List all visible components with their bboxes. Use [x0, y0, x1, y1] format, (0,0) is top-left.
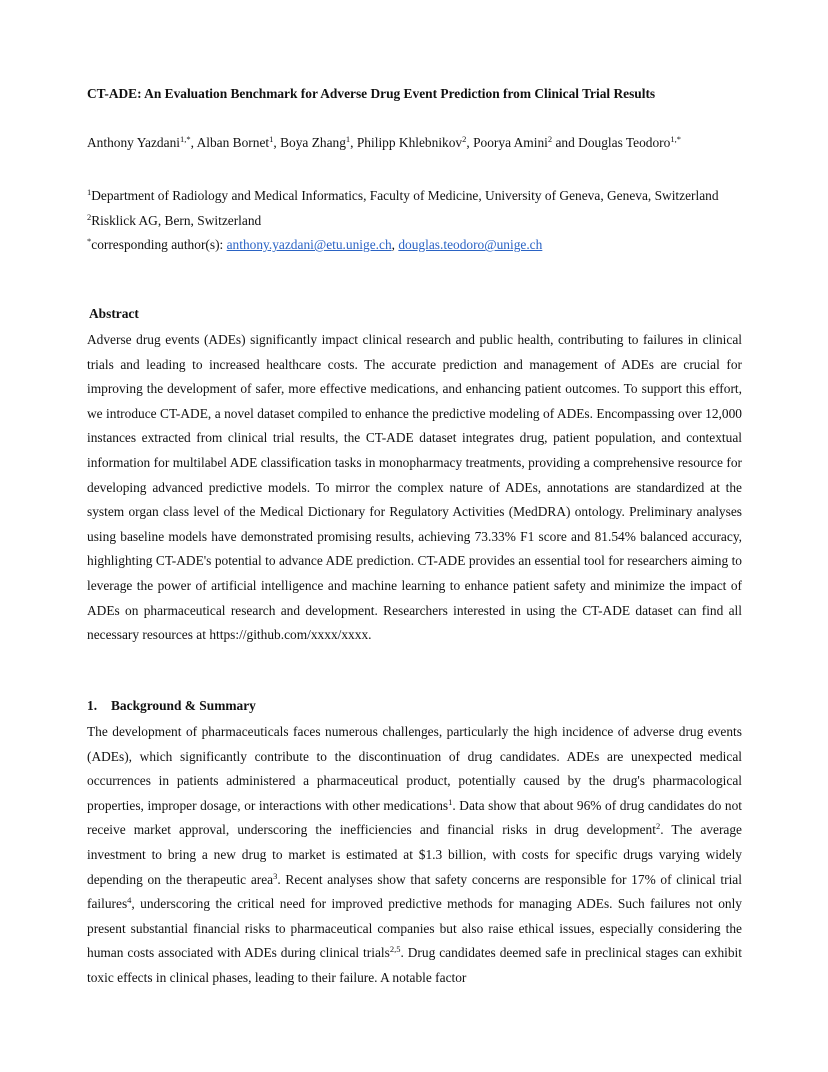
- affiliations: [87, 184, 742, 258]
- abstract-heading: Abstract: [89, 306, 139, 321]
- section-body: [87, 720, 742, 990]
- corresponding-authors: *corresponding author(s): anthony.yazdani@etu.unige.ch, douglas.teodoro@unige.ch: [87, 236, 543, 253]
- author: Alban Bornet$^1$,: [196, 134, 281, 150]
- affiliation-1: $^1$Department of Radiology and Medical Informatics, Faculty of Medicine, University of Geneva, Geneva, Switzerland: [87, 187, 719, 203]
- section-number: 1.: [87, 698, 98, 713]
- paper-title: CT-ADE: An Evaluation Benchmark for Adverse Drug Event Prediction from Clinical Trial Results: [87, 86, 656, 101]
- citation: 2: [655, 821, 661, 832]
- abstract-text: Adverse drug events (ADEs) significantly impact clinical research and public health, contributing to failures in clinical trials and leading to increased healthcare costs. The accurate prediction and management of ADEs are crucial for improving the development of safer, more effective medications, and enhancing patient outcomes. To support this effort, we introduce CT-ADE, a novel dataset compiled to enhance the predictive modeling of ADEs. Encompassing over 12,000 instances extracted from clinical trial results, the CT-ADE dataset integrates drug, patient population, and contextual information for multilabel ADE classification tasks in monopharmacy treatments, providing a comprehensive resource for developing advanced predictive models. To mirror the complex nature of ADEs, annotations are standardized at the system organ class level of the Medical Dictionary for Regulatory Activities (MedDRA) ontology. Preliminary analyses using baseline models have demonstrated promising results, achieving 73.33% F1 score and 81.54% balanced accuracy, highlighting CT-ADE's potential to advance ADE prediction. CT-ADE provides an essential tool for researchers aiming to leverage the power of artificial intelligence and machine learning to enhance patient safety and minimize the impact of ADEs on pharmaceutical research and development. Researchers interested in using the CT-ADE dataset can find all necessary resources at https://github.com/xxxx/xxxx.: [87, 332, 742, 643]
- author: Boya Zhang$^1$,: [280, 134, 357, 150]
- body-text: . The average investment to bring a new drug to market is estimated at $1.3 billion, with costs for specific drugs varying widely depending on the therapeutic area: [87, 822, 742, 887]
- section-heading: [87, 698, 256, 714]
- citation: 3: [273, 870, 278, 881]
- affiliation-2: $^2$Risklick AG, Bern, Switzerland: [87, 211, 262, 228]
- author: Douglas Teodoro$^{1,*}$: [578, 134, 681, 150]
- author: Philipp Khlebnikov$^2$,: [356, 134, 474, 150]
- email-link-yazdani[interactable]: anthony.yazdani@etu.unige.ch: [226, 237, 392, 253]
- citation: 4: [127, 895, 132, 906]
- body-text: . Drug candidates deemed safe in preclinical stages can exhibit toxic effects in clinical phases, leading to their failure. A notable factor: [87, 945, 742, 985]
- citation: 2,5: [389, 944, 401, 955]
- author: Poorya Amini$^2$ and: [473, 134, 579, 150]
- author-list: [87, 135, 747, 151]
- email-link-teodoro[interactable]: douglas.teodoro@unige.ch: [398, 237, 543, 253]
- body-text: . Recent analyses show that safety concerns are responsible for 17% of clinical trial failures: [87, 871, 742, 912]
- author: Anthony Yazdani$^{1,*}$,: [87, 134, 197, 150]
- body-text: , underscoring the critical need for improved predictive methods for managing ADEs. Such failures not only present substantial financial risks to pharmaceutical companies but also raise ethical issues, especially considering the human costs associated with ADEs during clinical trials: [87, 896, 742, 961]
- body-text: The development of pharmaceuticals faces numerous challenges, particularly the high incidence of adverse drug events (ADEs), which significantly contribute to the discontinuation of drug candidates. ADEs are unexpected medical occurrences in patients administered a pharmaceutical product, potentially caused by the drug's pharmacological properties, improper dosage, or interactions with other medications: [87, 724, 742, 813]
- citation: 1: [448, 796, 453, 807]
- section-title: Background & Summary: [111, 698, 256, 713]
- body-text: . Data show that about 96% of drug candidates do not receive market approval, underscoring the inefficiencies and financial risks in drug development: [87, 797, 742, 838]
